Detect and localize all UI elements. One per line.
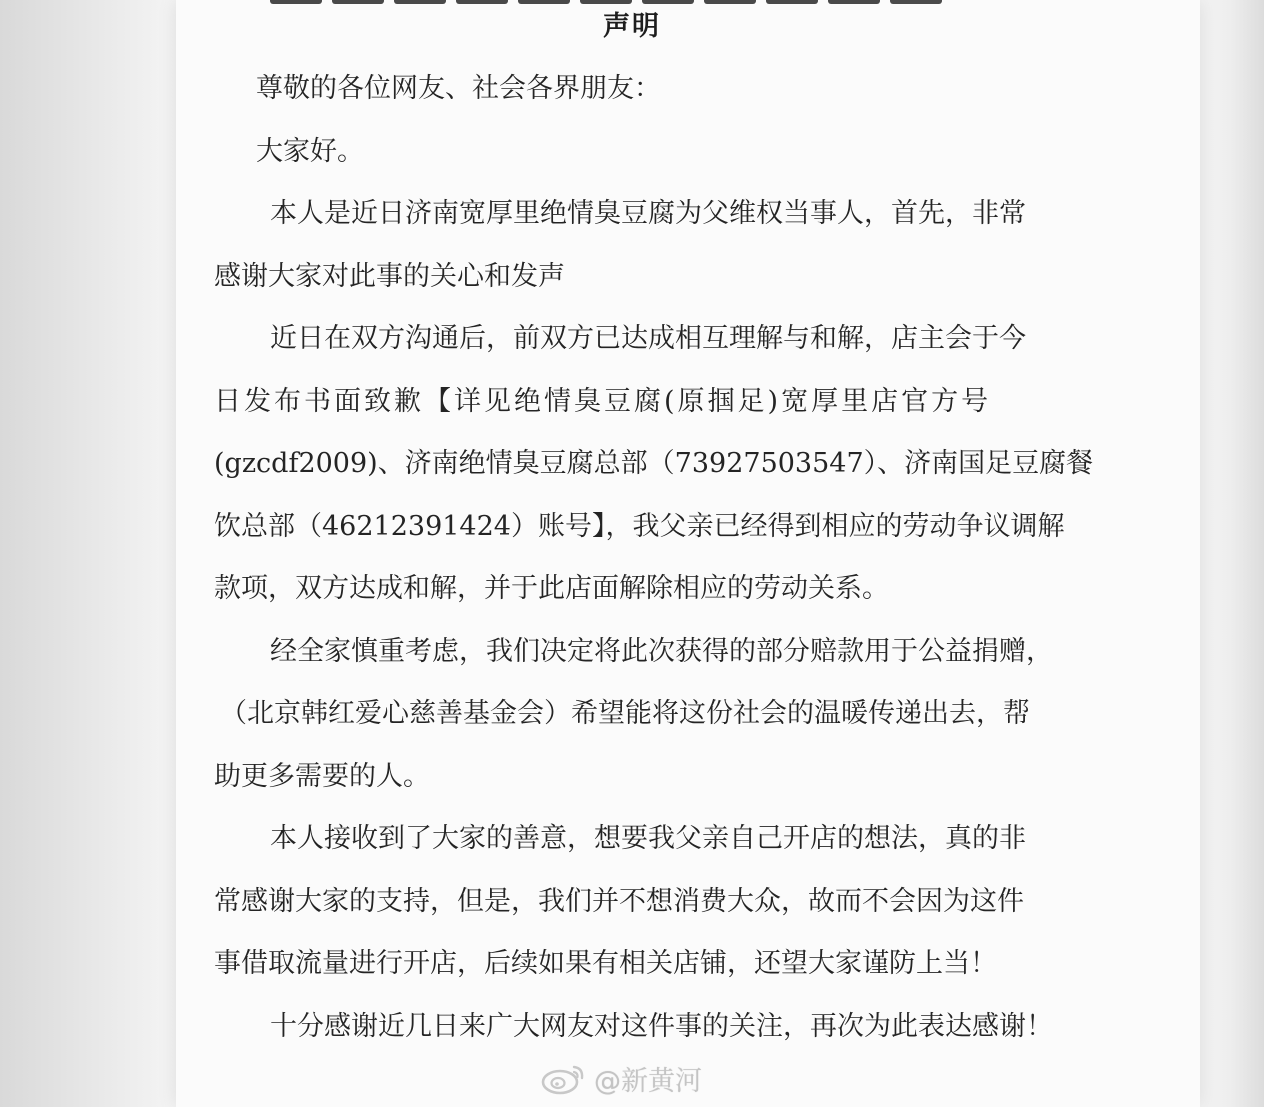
body-line: 本人是近日济南宽厚里绝情臭豆腐为父维权当事人，首先，非常	[270, 198, 1026, 229]
watermark-text: @新黄河	[594, 1065, 702, 1097]
body-line: 经全家慎重考虑，我们决定将此次获得的部分赔款用于公益捐赠，	[270, 636, 1053, 667]
body-line: 日发布书面致歉【详见绝情臭豆腐(原掴足)宽厚里店官方号	[214, 386, 992, 417]
weibo-logo-icon	[540, 1061, 588, 1095]
watermark	[540, 1060, 702, 1096]
body-line: 助更多需要的人。	[214, 761, 430, 792]
body-line: （北京韩红爱心慈善基金会）希望能将这份社会的温暖传递出去，帮	[220, 698, 1030, 729]
document-title: 声明	[603, 11, 661, 42]
greeting-line: 大家好。	[256, 136, 364, 167]
body-line: 近日在双方沟通后，前双方已达成相互理解与和解，店主会于今	[270, 323, 1026, 354]
body-line: (gzcdf2009)、济南绝情臭豆腐总部（73927503547）、济南国足豆腐餐	[214, 448, 1094, 479]
body-line: 常感谢大家的支持，但是，我们并不想消费大众，故而不会因为这件	[214, 886, 1024, 917]
body-line: 感谢大家对此事的关心和发声	[214, 261, 565, 292]
body-line: 事借取流量进行开店，后续如果有相关店铺，还望大家谨防上当！	[214, 948, 997, 979]
body-line: 饮总部（46212391424）账号】，我父亲已经得到相应的劳动争议调解	[214, 511, 1065, 542]
body-line: 本人接收到了大家的善意，想要我父亲自己开店的想法，真的非	[270, 823, 1026, 854]
salutation-line: 尊敬的各位网友、社会各界朋友：	[256, 73, 661, 104]
closing-line: 十分感谢近几日来广大网友对这件事的关注，再次为此表达感谢！	[270, 1011, 1053, 1042]
body-line: 款项，双方达成和解，并于此店面解除相应的劳动关系。	[214, 573, 889, 604]
